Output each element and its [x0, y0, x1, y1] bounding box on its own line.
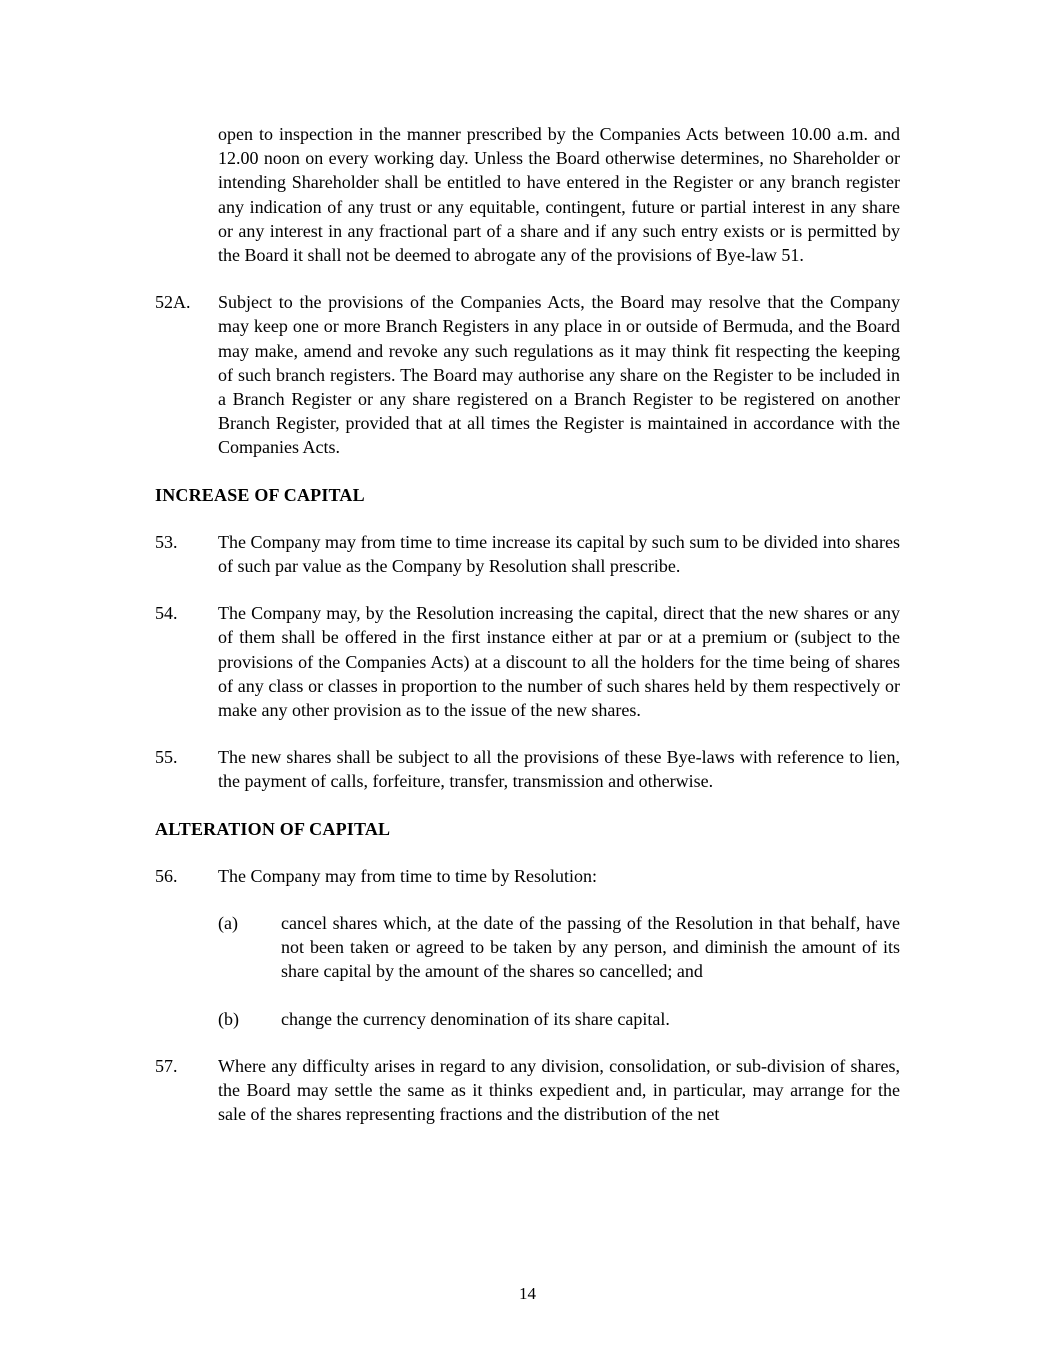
- paragraph-text: The Company may from time to time by Resolution:: [218, 865, 597, 886]
- section-heading-increase-of-capital: INCREASE OF CAPITAL: [155, 484, 365, 505]
- paragraph-text: The new shares shall be subject to all the provisions of these Bye-laws with reference to lien, the payment of calls, forfeiture, transfer, transmission and otherwise.: [218, 747, 900, 792]
- paragraph-text: The Company may, by the Resolution increasing the capital, direct that the new shares or any of them shall be offered in the first instance either at par or at a premium or (subject to the provisions of the Companies Acts) at a discount to all the holders for the time being of shares of any class or classes in proportion to the number of such shares held by them respectively or make any other provision as to the issue of the new shares.: [218, 603, 900, 721]
- paragraph-number: 54.: [155, 603, 178, 624]
- paragraph-56: [155, 864, 900, 888]
- paragraph-52A: [155, 290, 900, 459]
- paragraph-number: [155, 122, 218, 267]
- subitem-text: cancel shares which, at the date of the passing of the Resolution in that behalf, have not been taken or agreed to be taken by any person, and diminish the amount of its share capital by the amount of the shares so cancelled; and: [281, 913, 900, 982]
- subitem-label: (a): [218, 913, 238, 934]
- paragraph-text: Subject to the provisions of the Companies Acts, the Board may resolve that the Company may keep one or more Branch Registers in any place in or outside of Bermuda, and the Board may make, amend and revoke any such regulations as it may think fit respecting the keeping of such branch registers. The Board may authorise any share on the Register to be included in a Branch Register or any share registered on a Branch Register to be registered on another Branch Register, provided that at all times the Register is maintained in accordance with the Companies Acts.: [218, 292, 900, 458]
- subitem-56b: [218, 1007, 900, 1031]
- paragraph-57: [155, 1054, 900, 1127]
- paragraph-55: [155, 745, 900, 793]
- paragraph-number: 57.: [155, 1055, 178, 1076]
- paragraph-text: open to inspection in the manner prescribed by the Companies Acts between 10.00 a.m. and 12.00 noon on every working day. Unless the Board otherwise determines, no Shareholder or intending Shareholder shall be entitled to have entered in the Register or any branch register any indication of any trust or any equitable, contingent, future or partial interest in any share or any interest in any fractional part of a share and if any such entry exists or is permitted by the Board it shall not be deemed to abrogate any of the provisions of Bye-law 51.: [218, 124, 900, 266]
- subitem-label: (b): [218, 1008, 239, 1029]
- paragraph-number: 55.: [155, 747, 178, 768]
- paragraph-number: 52A.: [155, 292, 191, 313]
- document-body: [155, 122, 900, 1150]
- subitem-56a: [218, 911, 900, 984]
- page-number: 14: [519, 1284, 536, 1303]
- paragraph-text: Where any difficulty arises in regard to any division, consolidation, or sub-division of shares, the Board may settle the same as it thinks expedient and, in particular, may arrange for the sale of the shares representing fractions and the distribution of the net: [218, 1055, 900, 1125]
- section-heading-alteration-of-capital: ALTERATION OF CAPITAL: [155, 818, 391, 839]
- paragraph-text: The Company may from time to time increase its capital by such sum to be divided into shares of such par value as the Company by Resolution shall prescribe.: [218, 531, 900, 577]
- paragraph-53: [155, 530, 900, 578]
- paragraph-number: 53.: [155, 531, 178, 552]
- paragraph-54: [155, 601, 900, 722]
- paragraph-number: 56.: [155, 865, 178, 886]
- paragraph-52-continuation: [155, 122, 900, 267]
- subitem-text: change the currency denomination of its share capital.: [281, 1008, 670, 1029]
